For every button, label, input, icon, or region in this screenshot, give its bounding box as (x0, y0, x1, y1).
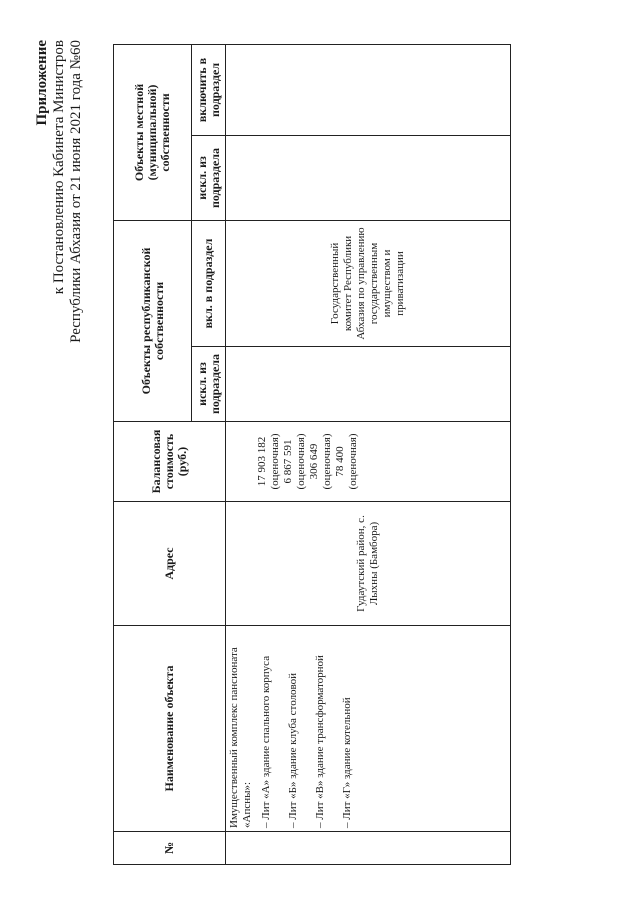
value-item: 6 867 591 (оценочная) (282, 433, 307, 490)
table-row (226, 44, 511, 864)
value-item: 17 903 182 (оценочная) (256, 433, 281, 490)
header-republic-property: Объекты республиканской собственности (114, 220, 192, 421)
object-item: – Лит «А» здание спального корпуса (260, 655, 272, 828)
object-item: – Лит «Г» здание котельной (341, 697, 353, 828)
header-address: Адрес (114, 502, 226, 626)
cell-municipal-included (226, 44, 511, 135)
cell-number (226, 832, 511, 865)
header-municipal-included: включить в подраздел (192, 44, 226, 135)
decree-line-1: к Постановлению Кабинета Министров (51, 40, 67, 295)
object-complex-name: Имущественный комплекс пансионата «Апсны»: (228, 647, 253, 828)
decree-line-2: Республики Абхазия от 21 июня 2021 года №60 (68, 40, 84, 343)
cell-balance-value (226, 422, 511, 502)
value-item: 78 400 (оценочная) (334, 433, 359, 490)
object-item: – Лит «Б» здание клуба столовой (287, 672, 299, 828)
header-republic-included: вкл. в подраздел (192, 220, 226, 346)
header-number: № (114, 832, 226, 865)
cell-municipal-excluded (226, 135, 511, 220)
cell-address: Гудаутский район, с. Лыхны (Бамбора) (226, 502, 511, 626)
cell-republic-excluded (226, 347, 511, 422)
cell-republic-included: Государственный комитет Республики Абхазия по управлению государственным имуществом и приватизации (226, 220, 511, 346)
header-republic-excluded: искл. из подраздела (192, 347, 226, 422)
header-object-name: Наименование объекта (114, 626, 226, 832)
header-municipal-property: Объекты местной (муниципальной) собственности (114, 44, 192, 220)
appendix-title: Приложение (34, 40, 50, 126)
header-municipal-excluded: искл. из подраздела (192, 135, 226, 220)
value-item: 306 649 (оценочная) (308, 433, 333, 490)
cell-object-name (226, 626, 511, 832)
header (34, 40, 85, 343)
property-table (113, 44, 511, 865)
object-item: – Лит «В» здание трансформаторной (314, 655, 326, 828)
header-balance-value: Балансовая стоимость (руб.) (114, 422, 226, 502)
